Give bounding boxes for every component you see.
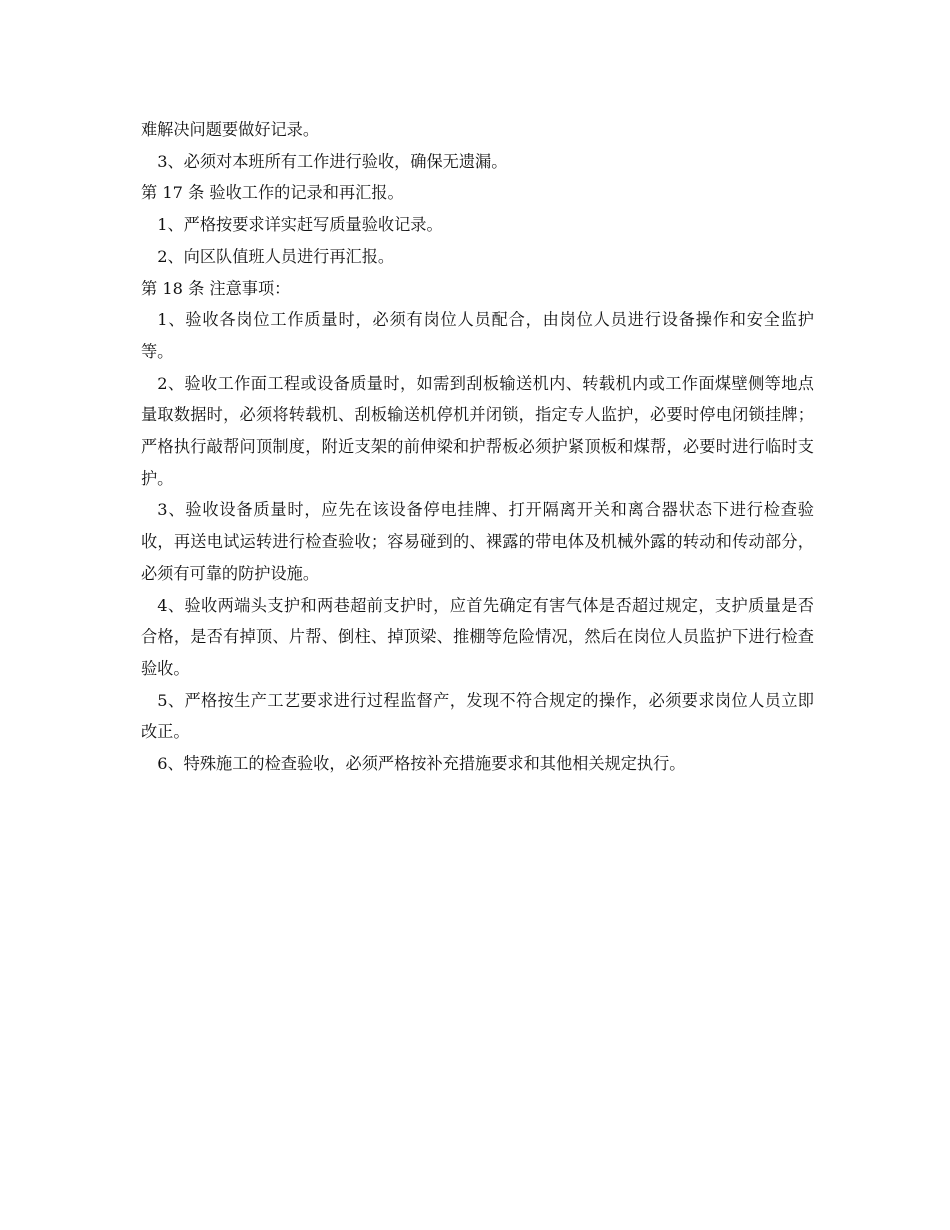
article-17-heading: 第 17 条 验收工作的记录和再汇报。 xyxy=(141,183,404,203)
article-18-item-4: 4、验收两端头支护和两巷超前支护时，应首先确定有害气体是否超过规定，支护质量是否合格，是否有掉顶、片帮、倒柱、掉顶梁、推棚等危险情况，然后在岗位人员监护下进行检查验收。 xyxy=(141,595,814,678)
article-18-item-6: 6、特殊施工的检查验收，必须严格按补充措施要求和其他相关规定执行。 xyxy=(157,754,686,774)
article-18-item-5: 5、严格按生产工艺要求进行过程监督产，发现不符合规定的操作，必须要求岗位人员立即改正。 xyxy=(141,690,814,742)
article-18-heading: 第 18 条 注意事项： xyxy=(141,278,291,298)
article-17-item-2: 2、向区队值班人员进行再汇报。 xyxy=(157,246,395,266)
article-17-item-1: 1、严格按要求详实赶写质量验收记录。 xyxy=(157,215,443,235)
article-18-item-1: 1、验收各岗位工作质量时，必须有岗位人员配合，由岗位人员进行设备操作和安全监护等。 xyxy=(141,310,814,361)
article-18-item-3: 3、验收设备质量时，应先在该设备停电挂牌、打开隔离开关和离合器状态下进行检查验收，再送电试运转进行检查验收；容易碰到的、裸露的带电体及机械外露的转动和传动部分，必须有可靠的防护设施。 xyxy=(141,500,814,583)
article-16-item-3: 3、必须对本班所有工作进行验收，确保无遗漏。 xyxy=(157,151,508,171)
continued-text: 难解决问题要做好记录。 xyxy=(141,120,320,139)
article-18-item-2: 2、验收工作面工程或设备质量时，如需到刮板输送机内、转载机内或工作面煤壁侧等地点量取数据时，必须将转载机、刮板输送机停机并闭锁，指定专人监护，必要时停电闭锁挂牌；严格执行敲帮问顶制度，附近支架的前伸梁和护帮板必须护紧顶板和煤帮，必要时进行临时支护。 xyxy=(141,373,814,488)
document-body xyxy=(141,114,814,780)
